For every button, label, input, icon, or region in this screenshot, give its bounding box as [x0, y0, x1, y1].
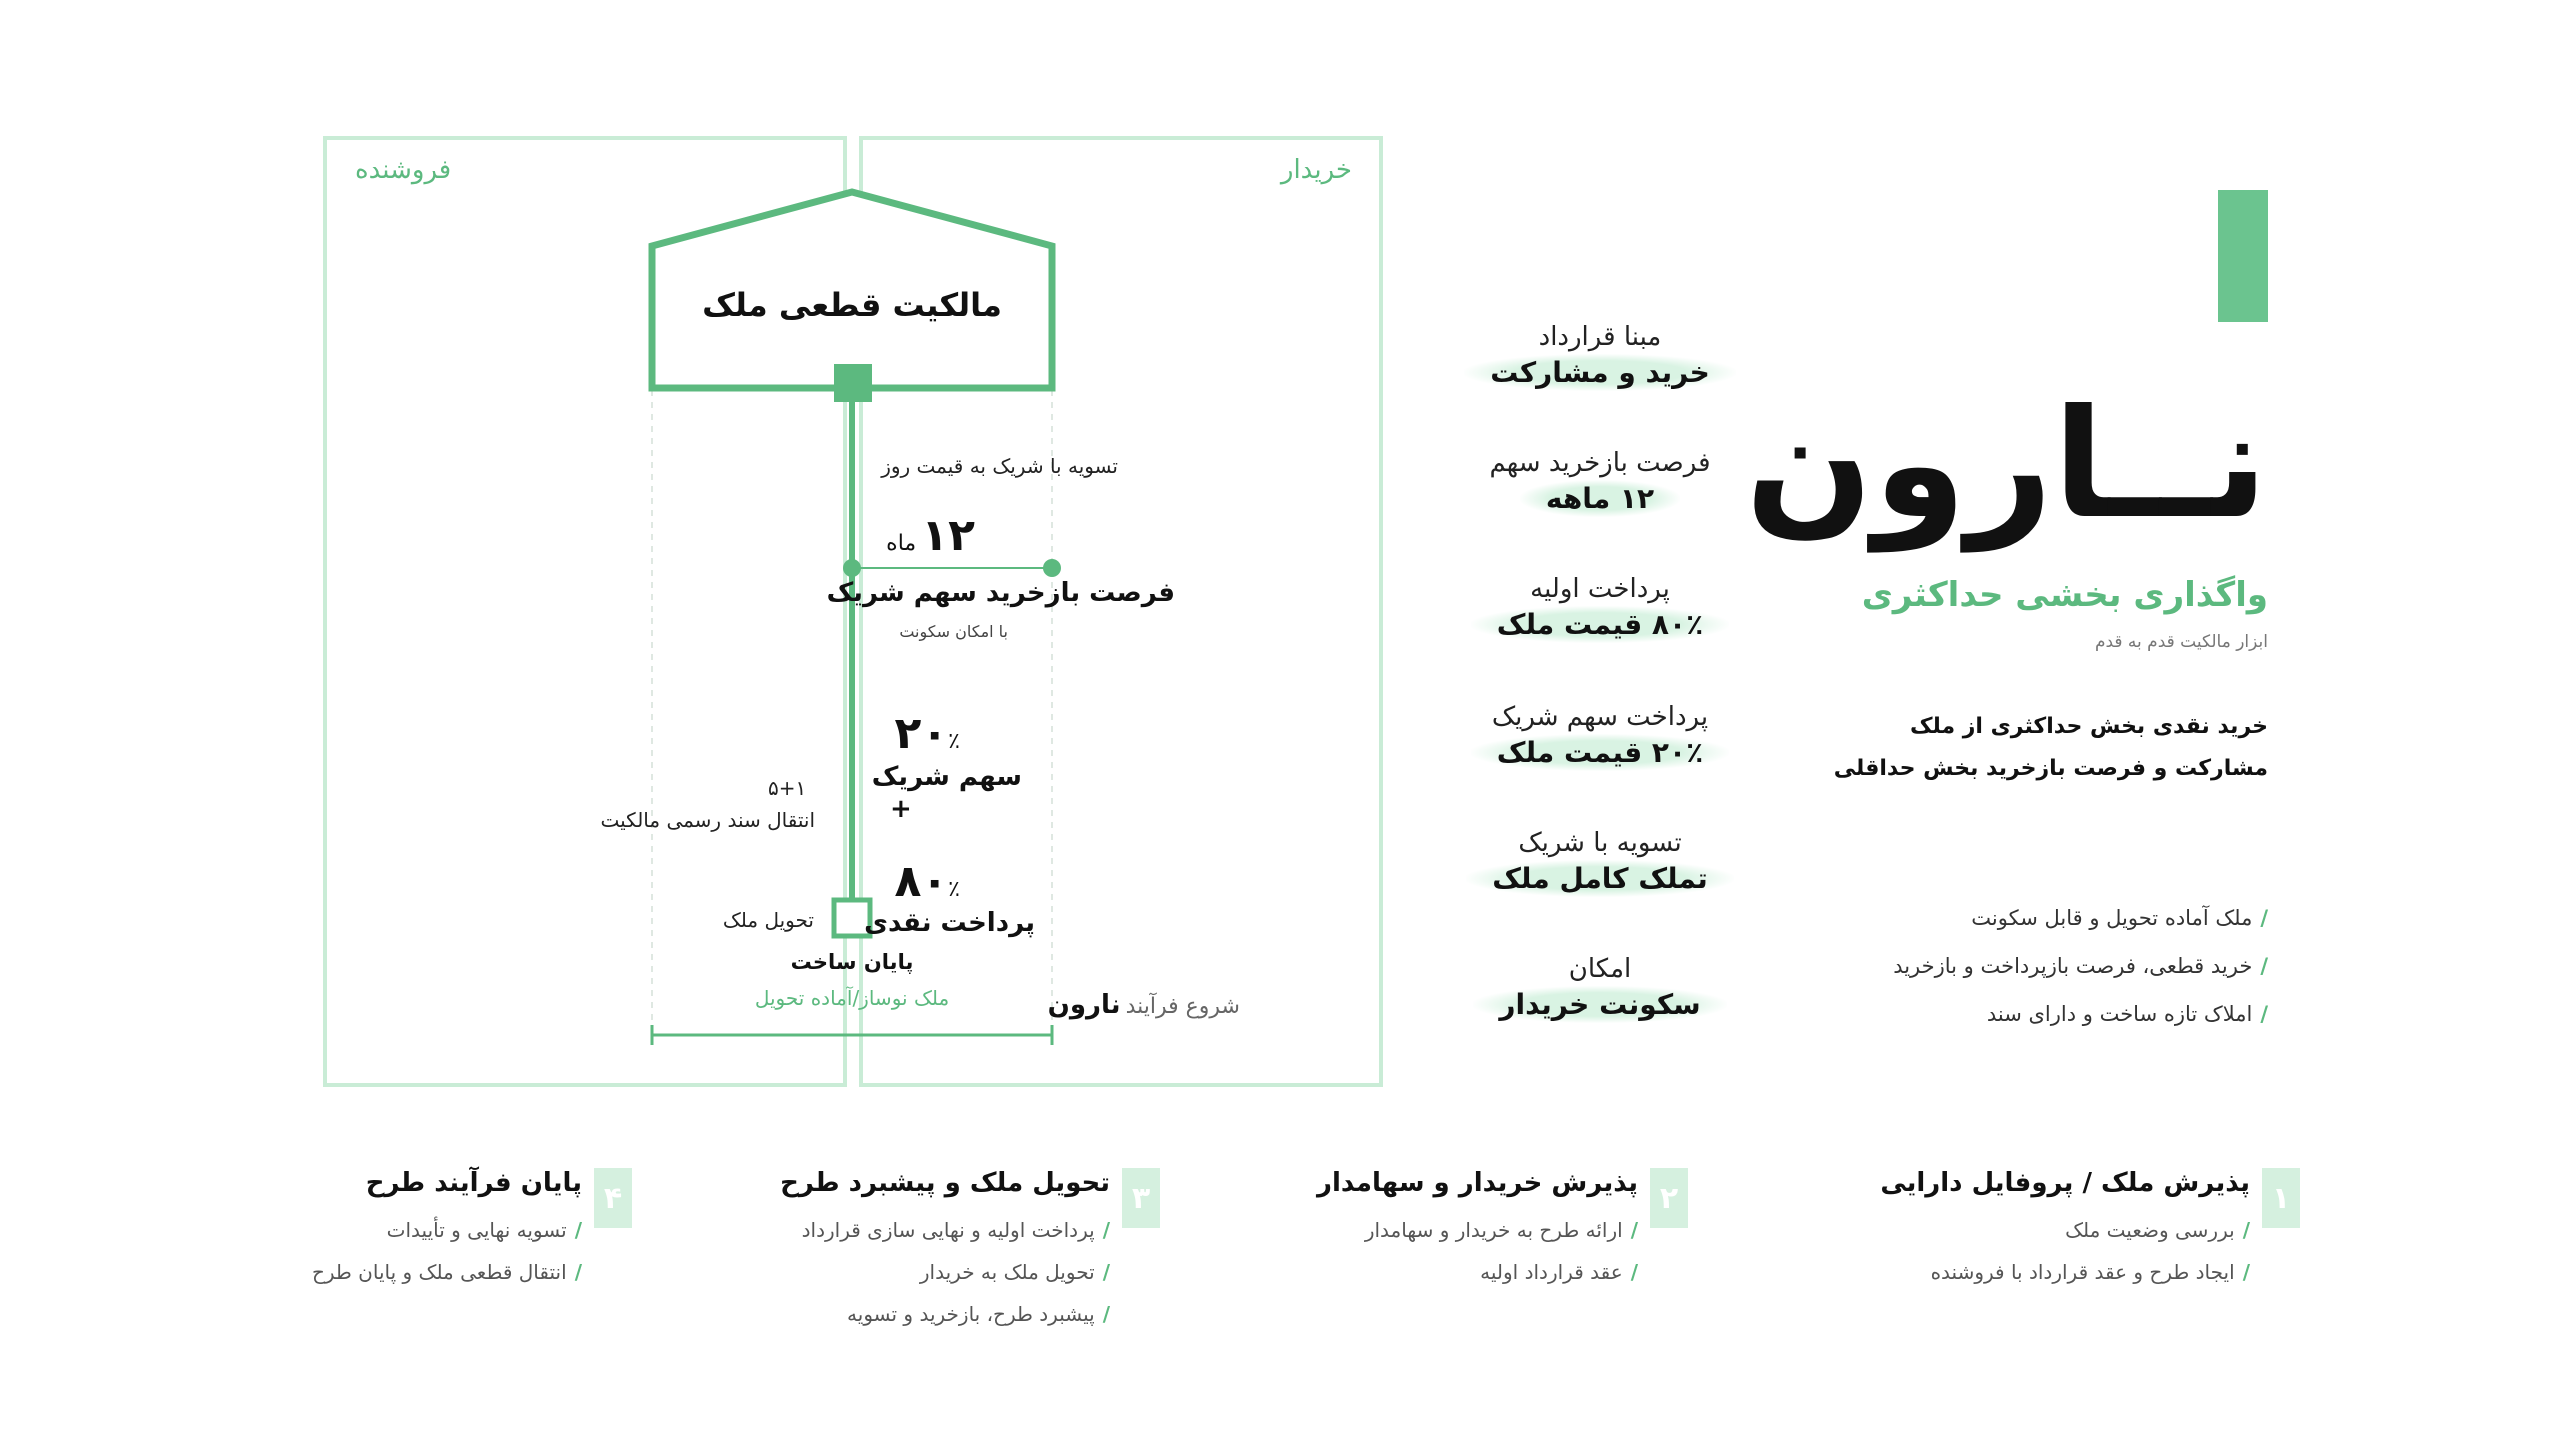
slash-icon: /: [1630, 1218, 1638, 1242]
percent-sign: ٪: [948, 729, 960, 754]
step-item: [312, 1260, 582, 1284]
step-title: پذیرش ملک / پروفایل دارایی: [1880, 1168, 2250, 1198]
feature-item: [1971, 906, 2268, 930]
term-value: ۱۲ ماهه: [1520, 480, 1680, 517]
brand-description-line: مشارکت و فرصت بازخرید بخش حداقلی: [1833, 756, 2268, 781]
term-label: پرداخت اولیه: [1530, 574, 1670, 604]
step-item: [802, 1218, 1110, 1242]
buyback-sub: با امکان سکونت: [899, 622, 1008, 641]
step-item-label: پیشبرد طرح، بازخرید و تسویه: [847, 1302, 1095, 1326]
slash-icon: /: [574, 1260, 582, 1284]
term-value: سکونت خریدار: [1473, 986, 1726, 1023]
slash-icon: /: [2242, 1218, 2250, 1242]
slash-icon: /: [2260, 906, 2268, 930]
term-value: ۲۰٪ قیمت ملک: [1471, 734, 1729, 771]
settle-text: تسویه با شریک به قیمت روز: [881, 454, 1118, 478]
step-3: [670, 1168, 1151, 1368]
share-title: سهم شریک: [871, 762, 1022, 792]
step-1: [1810, 1168, 2291, 1368]
step-item-label: پرداخت اولیه و نهایی سازی قرارداد: [801, 1218, 1095, 1242]
term-buyback-window: [1440, 448, 1760, 517]
step-item: [387, 1218, 582, 1242]
slash-icon: /: [2260, 1002, 2268, 1026]
step-item: [2065, 1218, 2250, 1242]
feature-item: [1987, 1002, 2268, 1026]
feature-label: ملک آماده تحویل و قابل سکونت: [1971, 906, 2253, 930]
feature-item: [1893, 954, 2268, 978]
brand-accent-bar: [2218, 190, 2268, 322]
step-2: [1198, 1168, 1679, 1368]
share-percent-label: [894, 708, 960, 759]
brand-subtitle: واگذاری بخشی حداکثری: [1861, 575, 2268, 615]
step-number: ۳: [1122, 1168, 1160, 1228]
term-label: مبنا قرارداد: [1538, 322, 1662, 352]
term-value: خرید و مشارکت: [1464, 354, 1736, 391]
term-value: تملک کامل ملک: [1466, 860, 1733, 897]
term-value: ۸۰٪ قیمت ملک: [1471, 606, 1729, 643]
step-item-label: تسویه نهایی و تأییدات: [386, 1218, 567, 1242]
end-build: پایان ساخت: [790, 950, 914, 974]
step-item-label: ایجاد طرح و عقد قرارداد با فروشنده: [1930, 1260, 2235, 1284]
term-partner-payment: [1440, 702, 1760, 771]
slash-icon: /: [1102, 1260, 1110, 1284]
seller-label: فروشنده: [355, 155, 452, 185]
step-item: [847, 1302, 1110, 1326]
step-number: ۴: [594, 1168, 632, 1228]
step-item: [1365, 1218, 1638, 1242]
slash-icon: /: [574, 1218, 582, 1242]
step-title: تحویل ملک و پیشبرد طرح: [780, 1168, 1110, 1198]
process-start: [1048, 990, 1240, 1020]
feature-label: املاک تازه ساخت و دارای سند: [1986, 1002, 2253, 1026]
step-item: [920, 1260, 1110, 1284]
months-label: [886, 510, 975, 561]
new-property: ملک نوساز/آماده تحویل: [754, 986, 950, 1010]
cash-percent: ۸۰: [894, 856, 949, 907]
delivery-text: تحویل ملک: [722, 908, 814, 932]
start-brand: نارون: [1047, 990, 1121, 1020]
deed-text: انتقال سند رسمی مالکیت: [600, 808, 815, 832]
step-item: [1480, 1260, 1638, 1284]
buyer-label: خریدار: [1280, 155, 1352, 185]
plus-sign: +: [890, 794, 912, 824]
step-item-label: بررسی وضعیت ملک: [2065, 1218, 2235, 1242]
feature-label: خرید قطعی، فرصت بازپرداخت و بازخرید: [1893, 954, 2253, 978]
term-partner-settlement: [1440, 828, 1760, 897]
share-percent: ۲۰: [894, 708, 949, 759]
slash-icon: /: [1102, 1302, 1110, 1326]
deed-count: ۵+۱: [768, 776, 807, 800]
slash-icon: /: [2242, 1260, 2250, 1284]
step-title: پذیرش خریدار و سهامدار: [1317, 1168, 1638, 1198]
term-label: فرصت بازخرید سهم: [1489, 448, 1711, 478]
step-4: [252, 1168, 623, 1368]
cash-title: پرداخت نقدی: [864, 908, 1035, 938]
step-number: ۱: [2262, 1168, 2300, 1228]
timeline-node: [843, 559, 861, 577]
brand-logo: نــارون: [1745, 378, 2268, 552]
step-item: [1931, 1260, 2250, 1284]
cash-percent-label: [894, 856, 960, 907]
start-prefix: شروع فرآیند: [1125, 994, 1240, 1019]
slash-icon: /: [2260, 954, 2268, 978]
brand-description: [1834, 706, 2268, 790]
step-item-label: تحویل ملک به خریدار: [919, 1260, 1095, 1284]
term-initial-payment: [1440, 574, 1760, 643]
buyback-title: فرصت بازخرید سهم شریک: [826, 578, 1175, 608]
house-anchor-square: [834, 364, 872, 402]
brand-tagline: ابزار مالکیت قدم به قدم: [2094, 632, 2268, 652]
house-title: مالکیت قطعی ملک: [702, 286, 1002, 324]
months-number: ۱۲: [921, 510, 975, 561]
term-possibility: [1440, 954, 1760, 1023]
term-contract-basis: [1440, 322, 1760, 391]
percent-sign: ٪: [948, 877, 960, 902]
step-item-label: عقد قرارداد اولیه: [1480, 1260, 1623, 1284]
term-label: پرداخت سهم شریک: [1491, 702, 1709, 732]
term-label: امکان: [1568, 954, 1632, 984]
brand-description-line: خرید نقدی بخش حداکثری از ملک: [1909, 714, 2268, 739]
slash-icon: /: [1102, 1218, 1110, 1242]
step-item-label: انتقال قطعی ملک و پایان طرح: [311, 1260, 567, 1284]
slash-icon: /: [1630, 1260, 1638, 1284]
step-number: ۲: [1650, 1168, 1688, 1228]
buyback-node: [1043, 559, 1061, 577]
step-title: پایان فرآیند طرح: [365, 1168, 582, 1198]
months-unit: ماه: [886, 531, 917, 556]
term-label: تسویه با شریک: [1518, 828, 1682, 858]
step-item-label: ارائه طرح به خریدار و سهامدار: [1364, 1218, 1623, 1242]
